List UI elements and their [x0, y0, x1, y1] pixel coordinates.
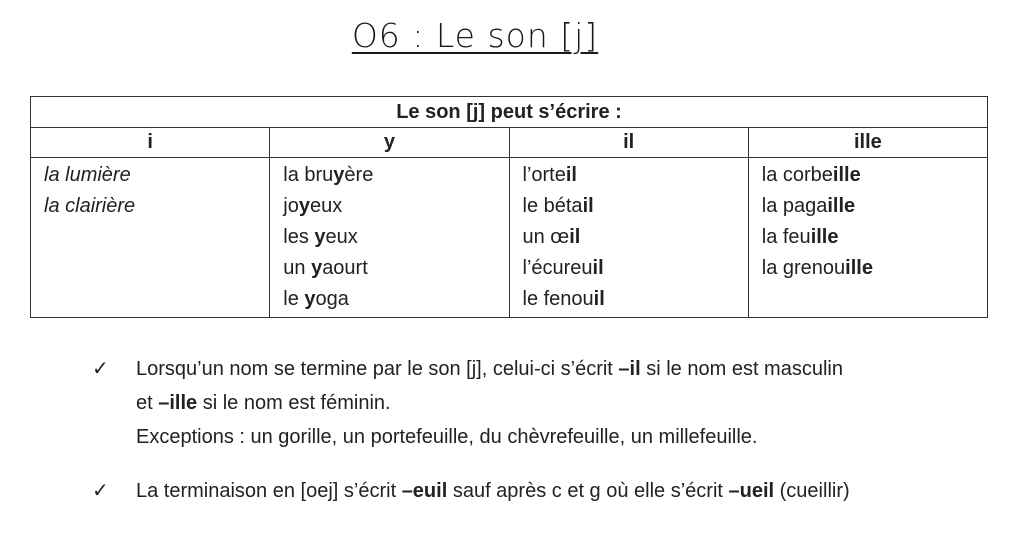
column-header-i: i — [31, 128, 270, 158]
rule-ending: –il — [618, 358, 641, 380]
rule-text: si le nom est féminin. — [197, 392, 391, 414]
word-item — [283, 253, 508, 284]
word-part: la bru — [283, 164, 334, 186]
rule-text: (cueillir) — [774, 480, 850, 502]
check-icon: ✓ — [92, 480, 109, 502]
word-letters: ille — [832, 164, 861, 186]
page-title-text: O6 : Le son [j] — [351, 16, 599, 55]
rule-exceptions: Exceptions : un gorille, un portefeuille, du chèvrefeuille, un millefeuille. — [136, 426, 758, 448]
rule-ending: –ille — [158, 392, 198, 414]
word-part: ère — [344, 164, 374, 186]
rule-line — [136, 386, 992, 420]
word-part: la paga — [761, 195, 828, 217]
word-part: la feu — [761, 226, 811, 248]
column-words-il — [509, 158, 748, 318]
word-part: la clairière — [44, 195, 136, 217]
word-item — [283, 191, 508, 222]
rule-item — [92, 474, 992, 508]
rule-text: La terminaison en [oej] s’écrit — [136, 480, 402, 502]
word-part: l’orte — [522, 164, 566, 186]
word-item — [762, 191, 987, 222]
word-letters: il — [582, 195, 594, 217]
word-part: eux — [325, 226, 358, 248]
column-header-y: y — [270, 128, 509, 158]
word-letters: il — [593, 288, 605, 310]
word-item — [44, 191, 269, 222]
word-letters: y — [304, 288, 316, 310]
word-letters: il — [565, 164, 577, 186]
word-letters: ille — [827, 195, 856, 217]
word-item — [44, 160, 269, 191]
rule-line — [136, 352, 992, 386]
word-letters: y — [311, 257, 323, 279]
word-part: la grenou — [761, 257, 846, 279]
word-item — [283, 222, 508, 253]
word-item — [762, 222, 987, 253]
rule-text: si le nom est masculin — [640, 358, 843, 380]
rule-text: sauf après c et g où elle s’écrit — [447, 480, 729, 502]
word-part: la corbe — [761, 164, 833, 186]
word-letters: ille — [845, 257, 873, 279]
word-part: eux — [309, 195, 343, 217]
column-words-ille — [748, 158, 987, 318]
rule-text: Lorsqu’un nom se termine par le son [j], celui-ci s’écrit — [136, 358, 619, 380]
column-header-ille: ille — [748, 128, 987, 158]
word-part: oga — [315, 288, 349, 310]
word-item — [523, 191, 748, 222]
word-part: l’écureu — [522, 257, 593, 279]
word-item — [283, 160, 508, 191]
table-caption-row — [31, 97, 988, 128]
word-letters: il — [592, 257, 604, 279]
rule-text: et — [136, 392, 159, 414]
word-part: un — [283, 257, 312, 279]
word-part: jo — [283, 195, 299, 217]
word-part: les — [283, 226, 315, 248]
word-letters: y — [298, 195, 310, 217]
word-part: la lumière — [44, 164, 131, 186]
word-letters: y — [333, 164, 345, 186]
word-letters: ille — [810, 226, 839, 248]
word-item — [523, 284, 748, 315]
word-item — [283, 284, 508, 315]
word-part: aourt — [322, 257, 368, 279]
word-part: le béta — [522, 195, 583, 217]
page-title — [0, 16, 950, 55]
word-part: le — [283, 288, 305, 310]
word-item — [762, 160, 987, 191]
rule-ending: –euil — [401, 480, 448, 502]
word-item — [762, 253, 987, 284]
word-item — [523, 222, 748, 253]
column-words-i — [31, 158, 270, 318]
word-item — [523, 160, 748, 191]
rule-item — [92, 352, 992, 454]
rule-line — [136, 474, 992, 508]
word-part: un œ — [522, 226, 570, 248]
table-caption: Le son [j] peut s’écrire : — [31, 97, 988, 128]
table-header-row — [31, 128, 988, 158]
rules-list — [92, 352, 992, 508]
word-part: le fenou — [522, 288, 594, 310]
column-words-y — [270, 158, 509, 318]
spelling-table — [30, 96, 988, 318]
word-letters: y — [314, 226, 326, 248]
table-body-row — [31, 158, 988, 318]
column-header-il: il — [509, 128, 748, 158]
word-item — [523, 253, 748, 284]
check-icon: ✓ — [92, 358, 109, 380]
word-letters: il — [569, 226, 581, 248]
rule-ending: –ueil — [728, 480, 775, 502]
